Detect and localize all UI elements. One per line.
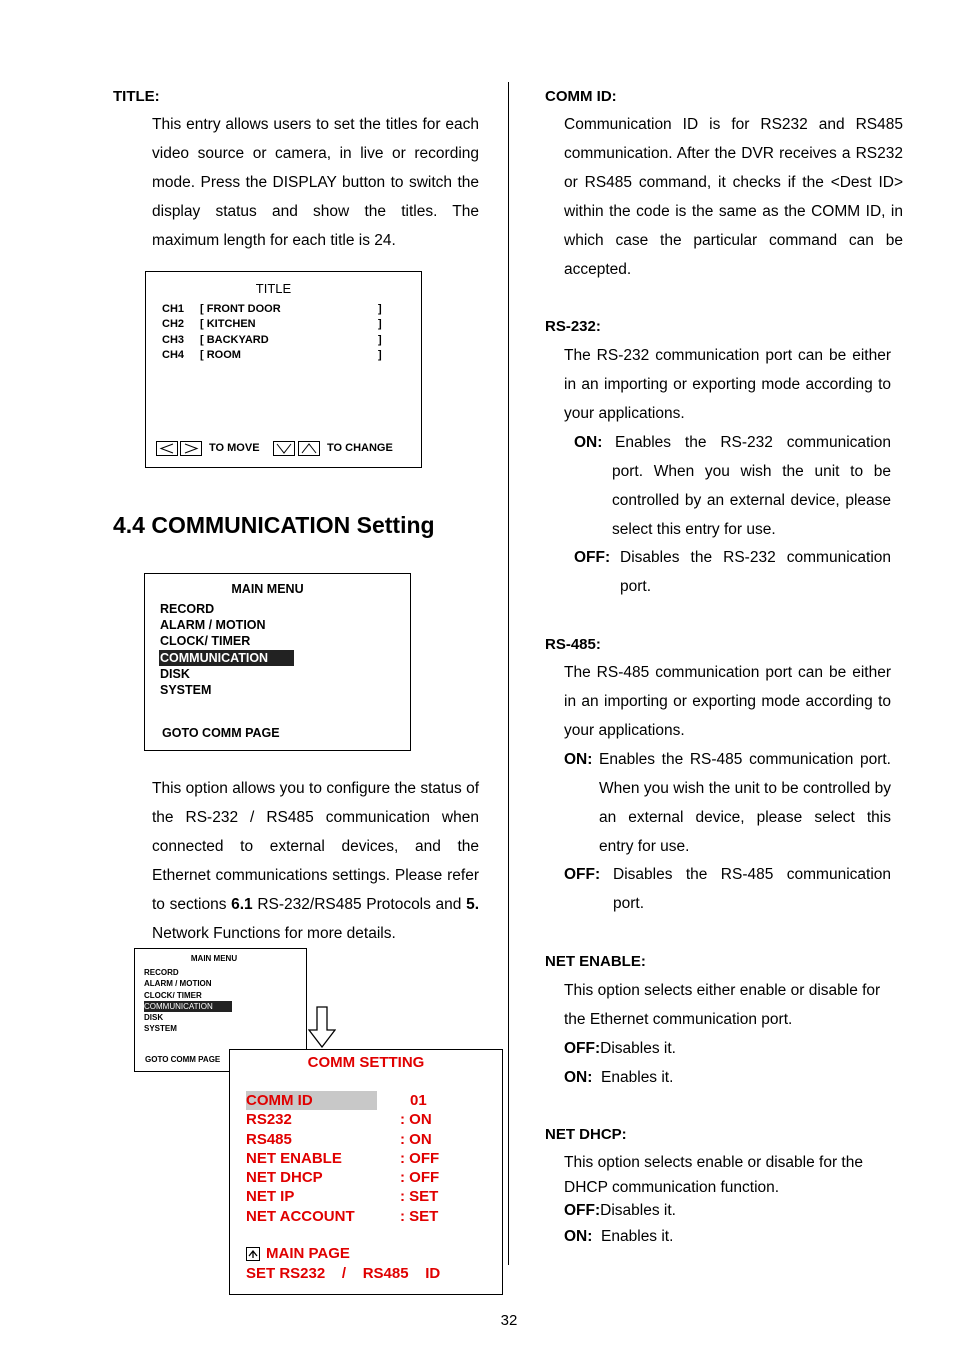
title-row: CH4 [ ROOM ]	[162, 348, 382, 361]
net-enable-on: ON: Enables it.	[564, 1069, 674, 1086]
section-title: 4.4 COMMUNICATION Setting	[113, 512, 435, 538]
title-row: CH3 [ BACKYARD ]	[162, 333, 382, 346]
comm-setting-box	[229, 1049, 503, 1295]
rs485-off-text: Disables the RS-485 communication port.	[613, 866, 891, 912]
rs232-heading: RS-232:	[545, 318, 601, 335]
comm-id-row[interactable]: COMM ID 01	[246, 1092, 427, 1109]
rs232-off-text: Disables the RS-232 communication port.	[620, 549, 891, 595]
right-arrow-icon	[180, 441, 202, 456]
menu-item-communication[interactable]: COMMUNICATION	[159, 650, 294, 666]
title-row: CH1 [ FRONT DOOR ]	[162, 303, 382, 315]
title-row: CH2 [ KITCHEN ]	[162, 318, 382, 331]
small-menu-header: MAIN MENU	[190, 954, 238, 963]
net-enable-heading: NET ENABLE:	[545, 953, 646, 970]
rs485-description: The RS-485 communication port can be either in an importing or exporting mode according to your applications.	[564, 664, 891, 739]
set-rs-id-line: SET RS232 / RS485 ID	[246, 1265, 441, 1282]
net-enable-description: This option selects either enable or disable for the Ethernet communication port.	[564, 982, 881, 1028]
net-dhcp-off: OFF:Disables it.	[564, 1202, 676, 1219]
rs232-row[interactable]: RS232 : ON	[246, 1111, 432, 1129]
column-divider	[508, 82, 509, 1265]
page-number: 32	[500, 1312, 518, 1329]
main-menu-header: MAIN MENU	[231, 582, 304, 596]
rs485-off-label: OFF:	[564, 866, 601, 883]
small-menu-item-clock-timer[interactable]: CLOCK/ TIMER	[144, 990, 202, 1000]
up-arrow-icon	[298, 441, 320, 456]
net-enable-row[interactable]: NET ENABLE : OFF	[246, 1149, 440, 1167]
net-account-row[interactable]: NET ACCOUNT : SET	[246, 1207, 439, 1225]
menu-item-disk[interactable]: DISK	[160, 666, 190, 681]
menu-item-clock-timer[interactable]: CLOCK/ TIMER	[160, 634, 251, 649]
comm-setting-header: COMM SETTING	[307, 1054, 425, 1071]
left-arrow-icon	[156, 441, 178, 456]
small-menu-item-alarm-motion[interactable]: ALARM / MOTION	[144, 979, 212, 989]
comm-setting-rows	[246, 1091, 439, 1226]
menu-item-record[interactable]: RECORD	[160, 602, 215, 616]
menu-item-system[interactable]: SYSTEM	[160, 683, 212, 698]
comm-id-heading: COMM ID:	[545, 88, 617, 105]
small-menu-item-record[interactable]: RECORD	[144, 968, 179, 977]
net-ip-row[interactable]: NET IP : SET	[246, 1188, 439, 1206]
small-goto-comm-page[interactable]: GOTO COMM PAGE	[145, 1055, 221, 1064]
title-osd-box	[145, 271, 422, 468]
rs232-on-item: ON:	[574, 434, 603, 451]
main-page-link[interactable]: MAIN PAGE	[266, 1245, 350, 1262]
rs485-row[interactable]: RS485 : ON	[246, 1130, 432, 1148]
title-heading: TITLE:	[113, 88, 160, 105]
title-description: This entry allows users to set the titles for each video source or camera, in live or recording mode. Press the DISPLAY button to switch the display status and show the titles. The maximum length for each title is 24.	[152, 116, 479, 249]
net-enable-off: OFF:Disables it.	[564, 1040, 676, 1057]
to-change-label: TO CHANGE	[327, 442, 393, 454]
main-menu-box	[144, 573, 411, 751]
small-menu-item-system[interactable]: SYSTEM	[144, 1024, 177, 1034]
rs232-description: The RS-232 communication port can be either in an importing or exporting mode according to your applications.	[564, 347, 891, 422]
down-arrow-icon	[273, 441, 295, 456]
comm-intro-paragraph: This option allows you to configure the status of the RS-232 / RS485 communication when connected to external devices, and the Ethernet communications settings. Please refer to sections 6.1 RS-232/RS485 Protocols and 5. Network Functions for more details.	[152, 780, 480, 942]
goto-comm-page[interactable]: GOTO COMM PAGE	[162, 726, 280, 740]
rs232-on-text: Enables the RS-232 communication port. When you wish the unit to be controlled by an external device, please select this entry for use.	[612, 434, 891, 538]
main-menu-list	[159, 601, 294, 698]
rs485-heading: RS-485:	[545, 636, 601, 653]
menu-item-alarm-motion[interactable]: ALARM / MOTION	[160, 618, 266, 633]
return-icon	[246, 1247, 260, 1261]
rs485-on-label: ON:	[564, 751, 593, 768]
title-osd-header: TITLE	[255, 281, 292, 296]
net-dhcp-heading: NET DHCP:	[545, 1126, 627, 1143]
rs232-off-label: OFF:	[574, 549, 611, 566]
net-dhcp-description: This option selects enable or disable for the DHCP communication function.	[564, 1154, 863, 1196]
flow-down-arrow-icon	[308, 1006, 336, 1048]
small-menu-item-disk[interactable]: DISK	[144, 1013, 164, 1023]
small-menu-item-communication[interactable]: COMMUNICATION	[144, 1001, 232, 1012]
rs485-on-text: Enables the RS-485 communication port. When you wish the unit to be controlled by an external device, please select this entry for use.	[599, 751, 891, 855]
title-osd-rows	[162, 302, 382, 363]
small-menu-list	[144, 967, 232, 1035]
net-dhcp-on: ON: Enables it.	[564, 1228, 674, 1245]
comm-id-description: Communication ID is for RS232 and RS485 communication. After the DVR receives a RS232 or RS485 command, it checks if the <Dest ID> within the code is the same as the COMM ID, in which case the particular command can be accepted.	[564, 116, 903, 278]
net-dhcp-row[interactable]: NET DHCP : OFF	[246, 1169, 440, 1187]
to-move-label: TO MOVE	[209, 442, 260, 454]
